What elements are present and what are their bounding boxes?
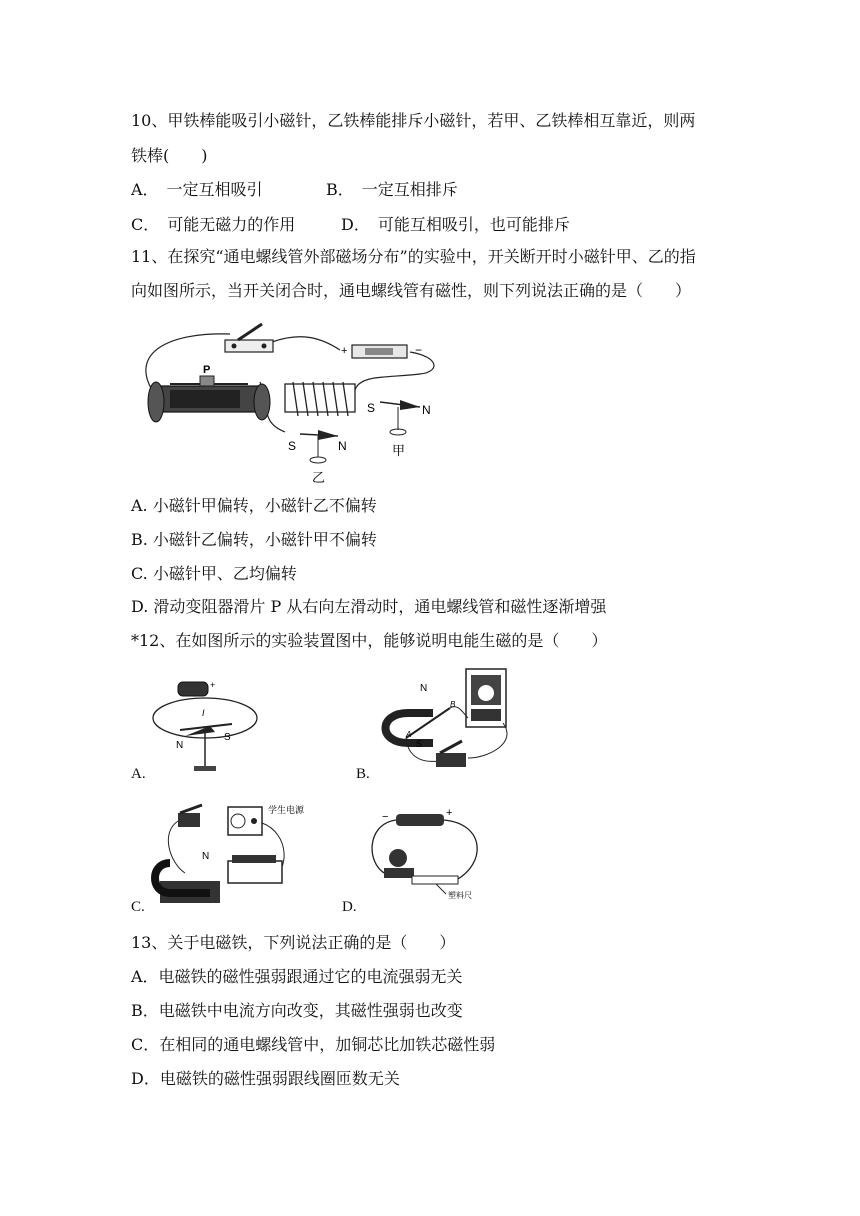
compass-jia-n: N	[422, 403, 431, 417]
fig-b-s-label: S	[416, 739, 423, 749]
fig-b-n-label: N	[420, 683, 428, 694]
fig-d-plus-label: +	[446, 807, 453, 819]
battery-minus-label: −	[415, 343, 423, 357]
q13-option-c: C．在相同的通电螺线管中，加铜芯比加铁芯磁性弱	[131, 1035, 496, 1054]
q10-option-c: C． 可能无磁力的作用	[131, 215, 296, 234]
q12-stem: *12、在如图所示的实验装置图中，能够说明电能生磁的是（ ）	[131, 631, 608, 650]
q11-circuit-figure	[130, 312, 450, 484]
q13-option-d: D．电磁铁的磁性强弱跟线圈匝数无关	[131, 1069, 400, 1088]
fig-a-plus-mark: +	[210, 680, 216, 690]
compass-yi-s: S	[288, 439, 297, 453]
compass-jia-s: S	[367, 401, 376, 415]
slider-p-label: P	[203, 364, 211, 376]
compass-yi-label: 乙	[312, 470, 326, 484]
fig-b-a-label: A	[406, 730, 412, 739]
q10-option-b: B． 一定互相排斥	[326, 180, 458, 199]
q12-figure-c	[150, 803, 310, 913]
q12-figure-a	[150, 668, 260, 778]
q11-option-c: C. 小磁针甲、乙均偏转	[131, 564, 297, 583]
q11-option-d: D. 滑动变阻器滑片 P 从右向左滑动时，通电螺线管和磁性逐渐增强	[131, 597, 607, 616]
q10-option-d: D． 可能互相吸引，也可能排斥	[341, 215, 570, 234]
q12-figure-b	[378, 663, 528, 773]
fig-b-b-label: B	[450, 700, 456, 709]
fig-a-s-label: S	[224, 732, 231, 743]
q13-option-b: B．电磁铁中电流方向改变，其磁性强弱也改变	[131, 1001, 463, 1020]
q11-stem-line1: 11、在探究“通电螺线管外部磁场分布”的实验中，开关断开时小磁针甲、乙的指	[131, 247, 696, 266]
fig-a-current-label: I	[202, 708, 205, 718]
fig-c-power-label: 学生电源	[268, 805, 305, 815]
compass-yi-n: N	[338, 439, 347, 453]
q12-figure-d	[366, 804, 496, 904]
q11-option-b: B. 小磁针乙偏转，小磁针甲不偏转	[131, 530, 377, 549]
q13-stem: 13、关于电磁铁，下列说法正确的是（ ）	[131, 933, 456, 952]
q13-option-a: A．电磁铁的磁性强弱跟通过它的电流强弱无关	[131, 967, 463, 986]
compass-jia-label: 甲	[392, 443, 406, 458]
q12-label-b: B.	[356, 766, 370, 782]
q12-label-a: A.	[131, 766, 146, 782]
q10-stem-line2: 铁棒( )	[131, 146, 208, 165]
fig-a-n-label: N	[176, 740, 184, 751]
fig-d-minus-label: −	[382, 811, 389, 823]
q10-option-a: A． 一定互相吸引	[131, 180, 263, 199]
q11-stem-line2: 向如图所示，当开关闭合时，通电螺线管有磁性，则下列说法正确的是（ ）	[131, 281, 692, 300]
fig-d-ruler-label: 塑料尺	[448, 891, 472, 900]
q12-label-d: D.	[342, 899, 357, 915]
q12-label-c: C.	[131, 899, 145, 915]
battery-plus-label: +	[341, 345, 348, 357]
q10-stem-line1: 10、甲铁棒能吸引小磁针，乙铁棒能排斥小磁针，若甲、乙铁棒相互靠近，则两	[131, 111, 696, 130]
fig-c-n-label: N	[202, 851, 210, 862]
q11-option-a: A. 小磁针甲偏转，小磁针乙不偏转	[131, 496, 377, 515]
